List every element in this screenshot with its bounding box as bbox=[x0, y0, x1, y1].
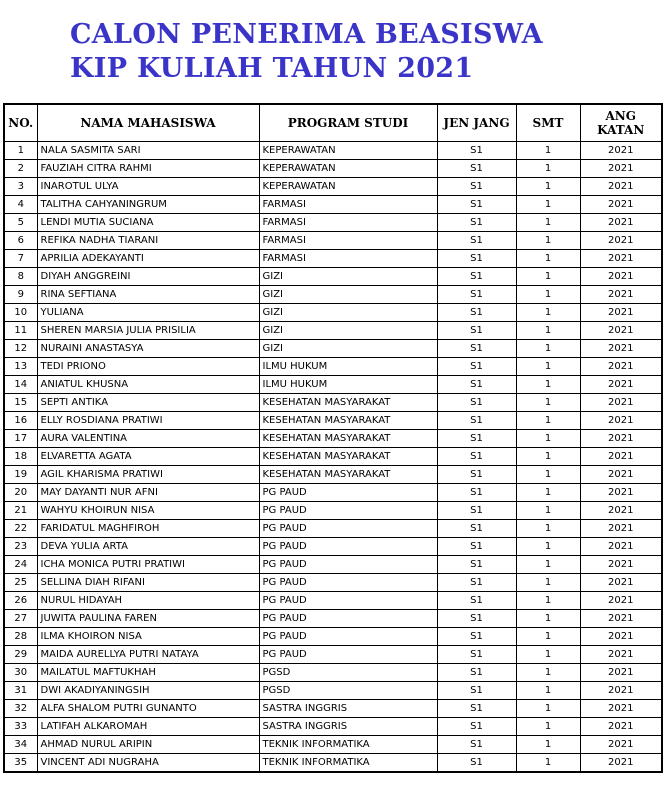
table-row bbox=[4, 340, 662, 358]
cell-nama: AGIL KHARISMA PRATIWI bbox=[37, 466, 259, 484]
cell-prodi: PGSD bbox=[259, 682, 437, 700]
cell-jenjang: S1 bbox=[437, 628, 516, 646]
cell-smt: 1 bbox=[516, 484, 580, 502]
table-row bbox=[4, 250, 662, 268]
cell-prodi: FARMASI bbox=[259, 214, 437, 232]
cell-jenjang: S1 bbox=[437, 304, 516, 322]
cell-nama: RINA SEFTIANA bbox=[37, 286, 259, 304]
cell-angkatan: 2021 bbox=[580, 232, 662, 250]
cell-prodi: KEPERAWATAN bbox=[259, 178, 437, 196]
cell-jenjang: S1 bbox=[437, 538, 516, 556]
table-row bbox=[4, 574, 662, 592]
cell-prodi: SASTRA INGGRIS bbox=[259, 718, 437, 736]
table-row bbox=[4, 304, 662, 322]
cell-angkatan: 2021 bbox=[580, 322, 662, 340]
cell-smt: 1 bbox=[516, 376, 580, 394]
cell-jenjang: S1 bbox=[437, 448, 516, 466]
cell-no: 35 bbox=[4, 754, 37, 773]
cell-prodi: KESEHATAN MASYARAKAT bbox=[259, 394, 437, 412]
cell-no: 15 bbox=[4, 394, 37, 412]
cell-nama: DIYAH ANGGREINI bbox=[37, 268, 259, 286]
cell-jenjang: S1 bbox=[437, 754, 516, 773]
cell-no: 23 bbox=[4, 538, 37, 556]
table-row bbox=[4, 268, 662, 286]
cell-smt: 1 bbox=[516, 718, 580, 736]
table-row bbox=[4, 682, 662, 700]
cell-jenjang: S1 bbox=[437, 646, 516, 664]
cell-smt: 1 bbox=[516, 160, 580, 178]
cell-no: 16 bbox=[4, 412, 37, 430]
col-header-no: NO. bbox=[4, 104, 37, 142]
table-row bbox=[4, 628, 662, 646]
cell-prodi: KESEHATAN MASYARAKAT bbox=[259, 430, 437, 448]
cell-smt: 1 bbox=[516, 286, 580, 304]
cell-prodi: GIZI bbox=[259, 304, 437, 322]
cell-no: 10 bbox=[4, 304, 37, 322]
cell-prodi: PG PAUD bbox=[259, 592, 437, 610]
cell-jenjang: S1 bbox=[437, 268, 516, 286]
col-header-smt: SMT bbox=[516, 104, 580, 142]
cell-nama: ELLY ROSDIANA PRATIWI bbox=[37, 412, 259, 430]
cell-angkatan: 2021 bbox=[580, 304, 662, 322]
table-row bbox=[4, 610, 662, 628]
cell-nama: NURUL HIDAYAH bbox=[37, 592, 259, 610]
table-row bbox=[4, 754, 662, 773]
cell-jenjang: S1 bbox=[437, 160, 516, 178]
cell-no: 1 bbox=[4, 142, 37, 160]
cell-prodi: PG PAUD bbox=[259, 646, 437, 664]
cell-prodi: SASTRA INGGRIS bbox=[259, 700, 437, 718]
cell-no: 20 bbox=[4, 484, 37, 502]
cell-jenjang: S1 bbox=[437, 718, 516, 736]
table-row bbox=[4, 430, 662, 448]
cell-no: 34 bbox=[4, 736, 37, 754]
cell-no: 11 bbox=[4, 322, 37, 340]
cell-nama: ALFA SHALOM PUTRI GUNANTO bbox=[37, 700, 259, 718]
recipients-table bbox=[3, 103, 663, 773]
cell-smt: 1 bbox=[516, 412, 580, 430]
cell-no: 21 bbox=[4, 502, 37, 520]
cell-no: 29 bbox=[4, 646, 37, 664]
cell-prodi: KEPERAWATAN bbox=[259, 160, 437, 178]
cell-no: 13 bbox=[4, 358, 37, 376]
cell-angkatan: 2021 bbox=[580, 358, 662, 376]
cell-no: 6 bbox=[4, 232, 37, 250]
table-row bbox=[4, 520, 662, 538]
cell-angkatan: 2021 bbox=[580, 628, 662, 646]
cell-no: 26 bbox=[4, 592, 37, 610]
cell-no: 14 bbox=[4, 376, 37, 394]
col-header-angkatan-line2: KATAN bbox=[597, 123, 645, 137]
cell-prodi: PGSD bbox=[259, 664, 437, 682]
cell-angkatan: 2021 bbox=[580, 214, 662, 232]
cell-no: 31 bbox=[4, 682, 37, 700]
cell-jenjang: S1 bbox=[437, 142, 516, 160]
cell-nama: MAILATUL MAFTUKHAH bbox=[37, 664, 259, 682]
cell-no: 5 bbox=[4, 214, 37, 232]
cell-jenjang: S1 bbox=[437, 574, 516, 592]
cell-prodi: GIZI bbox=[259, 286, 437, 304]
cell-jenjang: S1 bbox=[437, 376, 516, 394]
cell-prodi: KESEHATAN MASYARAKAT bbox=[259, 448, 437, 466]
cell-angkatan: 2021 bbox=[580, 196, 662, 214]
cell-smt: 1 bbox=[516, 646, 580, 664]
table-row bbox=[4, 160, 662, 178]
cell-jenjang: S1 bbox=[437, 214, 516, 232]
cell-prodi: KESEHATAN MASYARAKAT bbox=[259, 412, 437, 430]
cell-no: 9 bbox=[4, 286, 37, 304]
cell-jenjang: S1 bbox=[437, 466, 516, 484]
cell-no: 30 bbox=[4, 664, 37, 682]
cell-smt: 1 bbox=[516, 178, 580, 196]
cell-angkatan: 2021 bbox=[580, 718, 662, 736]
cell-no: 32 bbox=[4, 700, 37, 718]
table-row bbox=[4, 286, 662, 304]
cell-prodi: PG PAUD bbox=[259, 538, 437, 556]
cell-jenjang: S1 bbox=[437, 664, 516, 682]
cell-prodi: PG PAUD bbox=[259, 556, 437, 574]
table-row bbox=[4, 556, 662, 574]
table-header-row bbox=[4, 104, 662, 142]
cell-angkatan: 2021 bbox=[580, 268, 662, 286]
cell-jenjang: S1 bbox=[437, 286, 516, 304]
cell-no: 18 bbox=[4, 448, 37, 466]
cell-no: 33 bbox=[4, 718, 37, 736]
table-row bbox=[4, 142, 662, 160]
cell-nama: LENDI MUTIA SUCIANA bbox=[37, 214, 259, 232]
cell-no: 28 bbox=[4, 628, 37, 646]
cell-jenjang: S1 bbox=[437, 250, 516, 268]
cell-angkatan: 2021 bbox=[580, 574, 662, 592]
cell-nama: YULIANA bbox=[37, 304, 259, 322]
cell-nama: REFIKA NADHA TIARANI bbox=[37, 232, 259, 250]
cell-no: 7 bbox=[4, 250, 37, 268]
cell-jenjang: S1 bbox=[437, 322, 516, 340]
cell-smt: 1 bbox=[516, 592, 580, 610]
cell-nama: AURA VALENTINA bbox=[37, 430, 259, 448]
cell-angkatan: 2021 bbox=[580, 448, 662, 466]
cell-angkatan: 2021 bbox=[580, 646, 662, 664]
cell-nama: SEPTI ANTIKA bbox=[37, 394, 259, 412]
cell-smt: 1 bbox=[516, 196, 580, 214]
cell-angkatan: 2021 bbox=[580, 592, 662, 610]
cell-prodi: PG PAUD bbox=[259, 574, 437, 592]
cell-no: 8 bbox=[4, 268, 37, 286]
cell-prodi: KEPERAWATAN bbox=[259, 142, 437, 160]
table-row bbox=[4, 700, 662, 718]
cell-nama: DEVA YULIA ARTA bbox=[37, 538, 259, 556]
cell-smt: 1 bbox=[516, 502, 580, 520]
table-row bbox=[4, 394, 662, 412]
cell-angkatan: 2021 bbox=[580, 538, 662, 556]
cell-prodi: KESEHATAN MASYARAKAT bbox=[259, 466, 437, 484]
cell-nama: NALA SASMITA SARI bbox=[37, 142, 259, 160]
col-header-prodi: PROGRAM STUDI bbox=[259, 104, 437, 142]
cell-angkatan: 2021 bbox=[580, 142, 662, 160]
title-line-1: CALON PENERIMA BEASISWA bbox=[70, 19, 543, 50]
cell-angkatan: 2021 bbox=[580, 412, 662, 430]
cell-smt: 1 bbox=[516, 250, 580, 268]
cell-smt: 1 bbox=[516, 358, 580, 376]
cell-nama: ICHA MONICA PUTRI PRATIWI bbox=[37, 556, 259, 574]
cell-angkatan: 2021 bbox=[580, 160, 662, 178]
cell-jenjang: S1 bbox=[437, 178, 516, 196]
cell-angkatan: 2021 bbox=[580, 520, 662, 538]
cell-nama: NURAINI ANASTASYA bbox=[37, 340, 259, 358]
cell-no: 24 bbox=[4, 556, 37, 574]
table-row bbox=[4, 178, 662, 196]
cell-smt: 1 bbox=[516, 304, 580, 322]
table-row bbox=[4, 484, 662, 502]
cell-no: 27 bbox=[4, 610, 37, 628]
cell-smt: 1 bbox=[516, 574, 580, 592]
cell-smt: 1 bbox=[516, 394, 580, 412]
table-row bbox=[4, 736, 662, 754]
cell-smt: 1 bbox=[516, 232, 580, 250]
cell-prodi: PG PAUD bbox=[259, 520, 437, 538]
table-row bbox=[4, 502, 662, 520]
col-header-angkatan bbox=[580, 104, 662, 142]
cell-no: 4 bbox=[4, 196, 37, 214]
cell-prodi: ILMU HUKUM bbox=[259, 376, 437, 394]
cell-angkatan: 2021 bbox=[580, 286, 662, 304]
col-header-nama: NAMA MAHASISWA bbox=[37, 104, 259, 142]
table-row bbox=[4, 376, 662, 394]
cell-prodi: PG PAUD bbox=[259, 502, 437, 520]
cell-jenjang: S1 bbox=[437, 610, 516, 628]
cell-nama: TEDI PRIONO bbox=[37, 358, 259, 376]
cell-angkatan: 2021 bbox=[580, 430, 662, 448]
cell-angkatan: 2021 bbox=[580, 664, 662, 682]
cell-no: 22 bbox=[4, 520, 37, 538]
cell-smt: 1 bbox=[516, 628, 580, 646]
table-row bbox=[4, 592, 662, 610]
cell-nama: ELVARETTA AGATA bbox=[37, 448, 259, 466]
table-row bbox=[4, 412, 662, 430]
cell-angkatan: 2021 bbox=[580, 340, 662, 358]
cell-nama: MAY DAYANTI NUR AFNI bbox=[37, 484, 259, 502]
cell-jenjang: S1 bbox=[437, 520, 516, 538]
table-row bbox=[4, 322, 662, 340]
cell-nama: ANIATUL KHUSNA bbox=[37, 376, 259, 394]
cell-smt: 1 bbox=[516, 556, 580, 574]
cell-nama: AHMAD NURUL ARIPIN bbox=[37, 736, 259, 754]
cell-smt: 1 bbox=[516, 340, 580, 358]
cell-angkatan: 2021 bbox=[580, 736, 662, 754]
cell-prodi: PG PAUD bbox=[259, 628, 437, 646]
cell-angkatan: 2021 bbox=[580, 250, 662, 268]
table-row bbox=[4, 718, 662, 736]
cell-smt: 1 bbox=[516, 520, 580, 538]
cell-jenjang: S1 bbox=[437, 430, 516, 448]
cell-nama: WAHYU KHOIRUN NISA bbox=[37, 502, 259, 520]
cell-smt: 1 bbox=[516, 322, 580, 340]
cell-angkatan: 2021 bbox=[580, 682, 662, 700]
cell-prodi: TEKNIK INFORMATIKA bbox=[259, 736, 437, 754]
cell-nama: JUWITA PAULINA FAREN bbox=[37, 610, 259, 628]
cell-nama: FAUZIAH CITRA RAHMI bbox=[37, 160, 259, 178]
cell-angkatan: 2021 bbox=[580, 502, 662, 520]
cell-jenjang: S1 bbox=[437, 232, 516, 250]
cell-smt: 1 bbox=[516, 466, 580, 484]
table-row bbox=[4, 232, 662, 250]
cell-jenjang: S1 bbox=[437, 592, 516, 610]
cell-prodi: PG PAUD bbox=[259, 610, 437, 628]
cell-nama: INAROTUL ULYA bbox=[37, 178, 259, 196]
cell-jenjang: S1 bbox=[437, 484, 516, 502]
cell-no: 19 bbox=[4, 466, 37, 484]
cell-nama: APRILIA ADEKAYANTI bbox=[37, 250, 259, 268]
cell-jenjang: S1 bbox=[437, 412, 516, 430]
cell-angkatan: 2021 bbox=[580, 466, 662, 484]
cell-smt: 1 bbox=[516, 268, 580, 286]
cell-nama: FARIDATUL MAGHFIROH bbox=[37, 520, 259, 538]
cell-angkatan: 2021 bbox=[580, 394, 662, 412]
cell-smt: 1 bbox=[516, 664, 580, 682]
cell-prodi: FARMASI bbox=[259, 196, 437, 214]
table-row bbox=[4, 214, 662, 232]
table-row bbox=[4, 646, 662, 664]
cell-smt: 1 bbox=[516, 214, 580, 232]
cell-smt: 1 bbox=[516, 142, 580, 160]
cell-nama: DWI AKADIYANINGSIH bbox=[37, 682, 259, 700]
table-row bbox=[4, 466, 662, 484]
cell-angkatan: 2021 bbox=[580, 178, 662, 196]
cell-prodi: GIZI bbox=[259, 340, 437, 358]
title-line-2: KIP KULIAH TAHUN 2021 bbox=[70, 53, 474, 84]
cell-nama: LATIFAH ALKAROMAH bbox=[37, 718, 259, 736]
cell-nama: MAIDA AURELLYA PUTRI NATAYA bbox=[37, 646, 259, 664]
cell-jenjang: S1 bbox=[437, 682, 516, 700]
cell-smt: 1 bbox=[516, 610, 580, 628]
cell-angkatan: 2021 bbox=[580, 484, 662, 502]
cell-no: 12 bbox=[4, 340, 37, 358]
col-header-jenjang: JEN JANG bbox=[437, 104, 516, 142]
cell-jenjang: S1 bbox=[437, 394, 516, 412]
cell-jenjang: S1 bbox=[437, 196, 516, 214]
cell-prodi: FARMASI bbox=[259, 250, 437, 268]
cell-angkatan: 2021 bbox=[580, 556, 662, 574]
table-row bbox=[4, 196, 662, 214]
table-row bbox=[4, 358, 662, 376]
cell-smt: 1 bbox=[516, 736, 580, 754]
table-row bbox=[4, 664, 662, 682]
cell-prodi: ILMU HUKUM bbox=[259, 358, 437, 376]
cell-angkatan: 2021 bbox=[580, 754, 662, 773]
cell-nama: SELLINA DIAH RIFANI bbox=[37, 574, 259, 592]
cell-jenjang: S1 bbox=[437, 736, 516, 754]
cell-smt: 1 bbox=[516, 754, 580, 773]
cell-prodi: GIZI bbox=[259, 322, 437, 340]
cell-nama: VINCENT ADI NUGRAHA bbox=[37, 754, 259, 773]
cell-prodi: PG PAUD bbox=[259, 484, 437, 502]
col-header-angkatan-line1: ANG bbox=[605, 109, 637, 123]
cell-smt: 1 bbox=[516, 700, 580, 718]
cell-nama: TALITHA CAHYANINGRUM bbox=[37, 196, 259, 214]
page-title bbox=[70, 18, 660, 86]
cell-no: 3 bbox=[4, 178, 37, 196]
cell-jenjang: S1 bbox=[437, 340, 516, 358]
cell-nama: SHEREN MARSIA JULIA PRISILIA bbox=[37, 322, 259, 340]
table-body bbox=[4, 142, 662, 773]
cell-no: 17 bbox=[4, 430, 37, 448]
table-row bbox=[4, 538, 662, 556]
cell-smt: 1 bbox=[516, 448, 580, 466]
cell-no: 2 bbox=[4, 160, 37, 178]
cell-nama: ILMA KHOIRON NISA bbox=[37, 628, 259, 646]
cell-no: 25 bbox=[4, 574, 37, 592]
cell-prodi: TEKNIK INFORMATIKA bbox=[259, 754, 437, 773]
cell-prodi: FARMASI bbox=[259, 232, 437, 250]
cell-jenjang: S1 bbox=[437, 556, 516, 574]
cell-angkatan: 2021 bbox=[580, 376, 662, 394]
cell-jenjang: S1 bbox=[437, 502, 516, 520]
cell-angkatan: 2021 bbox=[580, 610, 662, 628]
cell-smt: 1 bbox=[516, 430, 580, 448]
cell-prodi: GIZI bbox=[259, 268, 437, 286]
cell-jenjang: S1 bbox=[437, 358, 516, 376]
cell-jenjang: S1 bbox=[437, 700, 516, 718]
cell-smt: 1 bbox=[516, 538, 580, 556]
table-row bbox=[4, 448, 662, 466]
cell-angkatan: 2021 bbox=[580, 700, 662, 718]
cell-smt: 1 bbox=[516, 682, 580, 700]
